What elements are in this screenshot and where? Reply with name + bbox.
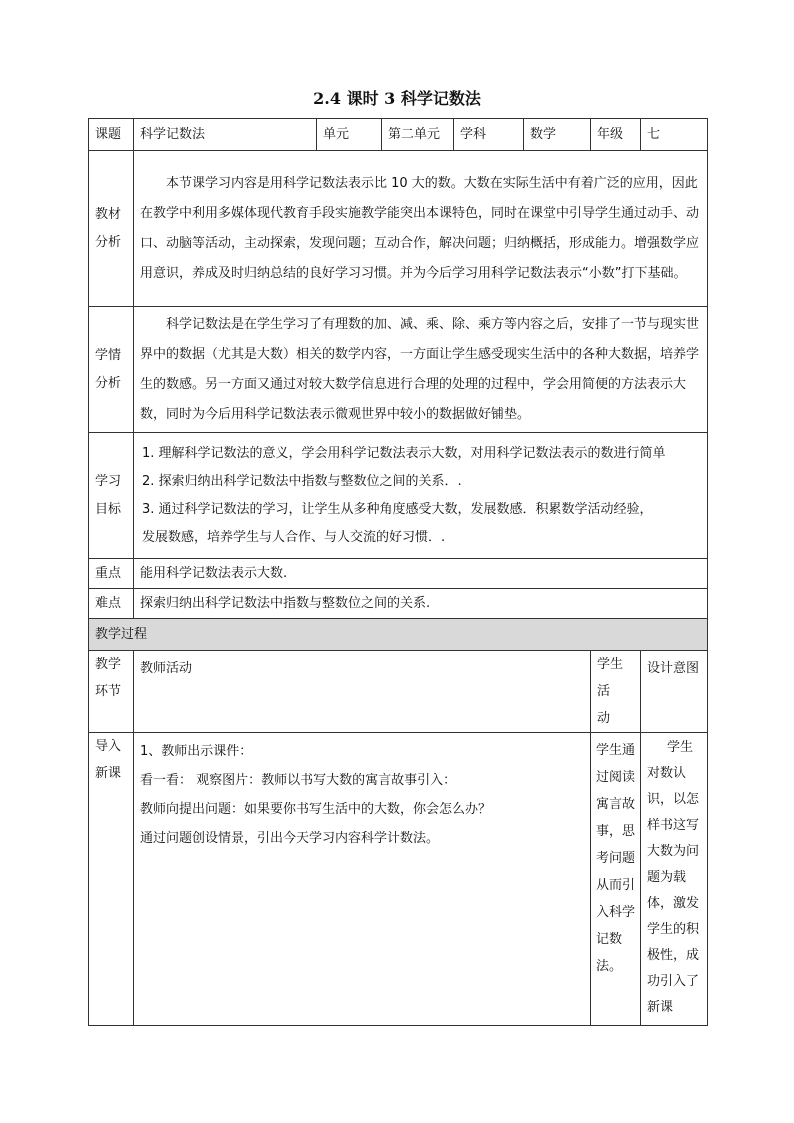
learning-goals-content	[134, 433, 708, 559]
goal-item: 2. 探索归纳出科学记数法中指数与整数位之间的关系．.	[142, 473, 462, 489]
grade-label: 年级	[591, 119, 641, 151]
subject-label: 学科	[454, 119, 524, 151]
teacher-line: 通过问题创设情景，引出今天学习内容科学计数法。	[140, 831, 440, 846]
unit-value: 第二单元	[382, 119, 454, 151]
student-analysis-content: 科学记数法是在学生学习了有理数的加、减、乘、除、乘方等内容之后，安排了一节与现实世界中的数据（尤其是大数）相关的数学内容，一方面让学生感受现实生活中的各种大数据，培养学生的数感。另一方面又通过对较大数学信息进行合理的处理的过程中，学会用简便的方法表示大数，同时为今后用科学记数法表示微观世界中较小的数据做好铺垫。	[134, 307, 708, 433]
process-header-row	[89, 651, 708, 733]
teacher-line: 1、教师出示课件：	[140, 744, 253, 759]
unit-label: 单元	[317, 119, 382, 151]
page-title: 2.4 课时 3 科学记数法	[313, 89, 481, 108]
lesson-plan-table	[88, 118, 708, 1026]
goal-item: 3. 通过科学记数法的学习，让学生从多种角度感受大数，发展数感．积累数学活动经验，	[142, 501, 653, 517]
stage-header: 教学 环节	[89, 651, 134, 733]
student-activity-header: 学生活 动	[591, 651, 641, 733]
intro-row	[89, 733, 708, 1026]
subject-value: 数学	[524, 119, 591, 151]
intro-student-activity: 学生通过阅读寓言故事，思考问题从而引入科学记数法。	[591, 733, 641, 1026]
textbook-analysis-row	[89, 151, 708, 307]
goal-item: 1. 理解科学记数法的意义，学会用科学记数法表示大数，对用科学记数法表示的数进行简单	[142, 445, 666, 461]
intro-teacher-activity	[134, 733, 591, 1026]
goal-item: 发展数感，培养学生与人合作、与人交流的好习惯．.	[142, 529, 446, 545]
grade-value: 七	[641, 119, 708, 151]
header-row	[89, 119, 708, 151]
design-intent-header: 设计意图	[641, 651, 708, 733]
student-analysis-label: 学情 分析	[89, 307, 134, 433]
learning-goals-label: 学习 目标	[89, 433, 134, 559]
teacher-activity-header: 教师活动	[134, 651, 591, 733]
textbook-analysis-content: 本节课学习内容是用科学记数法表示比 10 大的数。大数在实际生活中有着广泛的应用，因此在教学中利用多媒体现代教育手段实施教学能突出本课特色，同时在课堂中引导学生通过动手、动口、动脑等活动，主动探索，发现问题；互动合作，解决问题；归纳概括，形成能力。增强数学应用意识，养成及时归纳总结的良好学习习惯。并为今后学习用科学记数法表示“小数”打下基础。	[134, 151, 708, 307]
process-section-title: 教学过程	[89, 619, 708, 651]
process-section-row	[89, 619, 708, 651]
key-point-value: 能用科学记数法表示大数.	[134, 559, 708, 589]
teacher-line: 教师向提出问题：如果要你书写生活中的大数，你会怎么办？	[140, 802, 492, 817]
textbook-analysis-label: 教材 分析	[89, 151, 134, 307]
teacher-line: 看一看： 观察图片：教师以书写大数的寓言故事引入：	[140, 773, 457, 788]
intro-design-intent: 学生对数认识，以怎样书这写大数为问题为载体，激发学生的积极性，成功引入了新课	[641, 733, 708, 1026]
difficulty-label: 难点	[89, 589, 134, 619]
key-point-label: 重点	[89, 559, 134, 589]
difficulty-value: 探索归纳出科学记数法中指数与整数位之间的关系.	[134, 589, 708, 619]
learning-goals-row	[89, 433, 708, 559]
difficulty-row	[89, 589, 708, 619]
topic-value: 科学记数法	[134, 119, 317, 151]
student-analysis-row	[89, 307, 708, 433]
intro-stage: 导入 新课	[89, 733, 134, 1026]
topic-label: 课题	[89, 119, 134, 151]
key-point-row	[89, 559, 708, 589]
